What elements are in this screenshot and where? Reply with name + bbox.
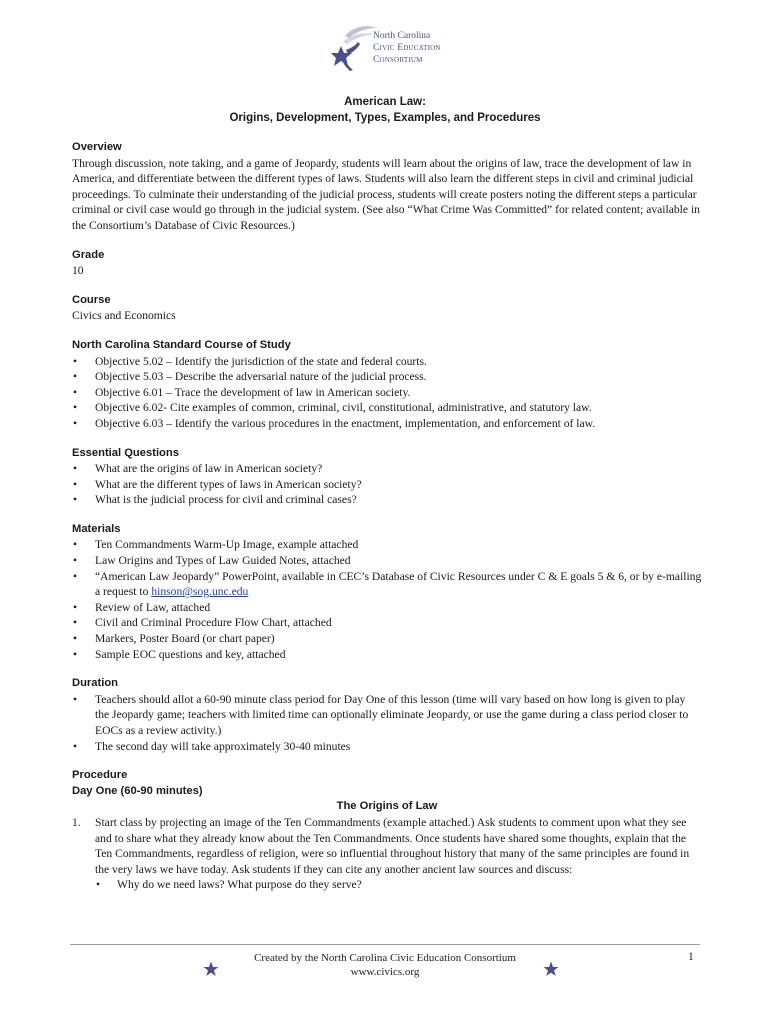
origins-of-law-heading: The Origins of Law [336, 800, 438, 813]
day-one-heading: Day One (60-90 minutes) [72, 784, 203, 797]
list-item: • What are the origins of law in American society? [72, 461, 702, 477]
standards-heading: North Carolina Standard Course of Study [72, 338, 291, 351]
list-item: • What is the judicial process for civil and criminal cases? [72, 492, 702, 508]
footer-divider [70, 944, 700, 945]
list-item: • Review of Law, attached [72, 600, 702, 616]
list-item: • Why do we need laws? What purpose do they serve? [95, 877, 702, 893]
materials-list [72, 537, 702, 662]
procedure-heading: Procedure [72, 769, 128, 782]
essential-questions-section [72, 446, 702, 508]
list-item: • Objective 6.03 – Identify the various procedures in the enactment, implementation, and enforcement of law. [72, 416, 702, 432]
grade-heading: Grade [72, 248, 105, 261]
list-item: • What are the different types of laws in American society? [72, 477, 702, 493]
list-item: • The second day will take approximately 30-40 minutes [72, 739, 702, 755]
page-number: 1 [688, 951, 694, 963]
duration-list [72, 692, 702, 754]
grade-section [72, 248, 702, 279]
procedure-steps [72, 815, 702, 893]
logo-line-1: North Carolina [373, 31, 431, 41]
materials-section [72, 522, 702, 662]
footer-url: www.civics.org [350, 966, 420, 978]
document-title [0, 94, 770, 126]
list-item: • Sample EOC questions and key, attached [72, 647, 702, 663]
standards-list [72, 354, 702, 432]
list-item: • Objective 6.02- Cite examples of common, criminal, civil, constitutional, administrative, and statutory law. [72, 400, 702, 416]
list-item: • Civil and Criminal Procedure Flow Chart, attached [72, 615, 702, 631]
star-figure-icon [331, 22, 379, 72]
step-text: Start class by projecting an image of the Ten Commandments (example attached.) Ask students to comment upon what they see and to share what they already know about the Ten Commandments. Once students have shared some thoughts, explain that the Ten Commandments, regardless of religion, were so influential throughout history that many of the same principles are found in the very laws we have today. Ask students if they can cite any another ancient law sources and discuss: [95, 815, 690, 876]
step-number: 1. [72, 815, 81, 829]
logo-line-2: Civic Education [373, 43, 441, 53]
overview-heading: Overview [72, 141, 122, 153]
list-item: • Objective 5.03 – Describe the adversarial nature of the judicial process. [72, 369, 702, 385]
page-footer [0, 951, 770, 979]
title-line-1: American Law: [344, 96, 426, 108]
email-link[interactable]: hinson@sog.unc.edu [151, 585, 249, 599]
essential-list [72, 461, 702, 508]
course-section [72, 293, 702, 324]
materials-heading: Materials [72, 522, 121, 535]
title-line-2: Origins, Development, Types, Examples, and Procedures [229, 112, 541, 124]
footer-credit: Created by the North Carolina Civic Education Consortium [254, 952, 516, 964]
procedure-step [72, 815, 702, 893]
list-item: • Teachers should allot a 60-90 minute class period for Day One of this lesson (time will vary based on how long is given to play the Jeopardy game; teachers with limited time can optionally eliminate Jeopardy, or use the game during a class period closer to EOCs as a review activity.) [72, 692, 702, 739]
logo-text [373, 30, 441, 66]
essential-heading: Essential Questions [72, 446, 179, 459]
standards-section [72, 338, 702, 432]
procedure-section [72, 768, 702, 893]
duration-heading: Duration [72, 677, 118, 690]
materials-item3-text: “American Law Jeopardy” PowerPoint, available in CEC’s Database of Civic Resources under C & E goals 5 & 6, or by e-mailing a request to [95, 569, 702, 599]
document-body [72, 140, 702, 893]
step-sub-list [95, 877, 702, 893]
overview-section [72, 140, 702, 234]
logo-line-3: Consortium [373, 55, 423, 65]
list-item: • Markers, Poster Board (or chart paper) [72, 631, 702, 647]
list-item: • Objective 5.02 – Identify the jurisdiction of the state and federal courts. [72, 354, 702, 370]
grade-value: 10 [72, 264, 84, 278]
list-item [72, 569, 702, 600]
list-item: • Objective 6.01 – Trace the development of law in American society. [72, 385, 702, 401]
list-item: • Ten Commandments Warm-Up Image, example attached [72, 537, 702, 553]
list-item: • Law Origins and Types of Law Guided Notes, attached [72, 553, 702, 569]
duration-section [72, 676, 702, 754]
course-heading: Course [72, 293, 111, 306]
consortium-logo [331, 22, 461, 72]
course-value: Civics and Economics [72, 309, 176, 323]
overview-text: Through discussion, note taking, and a game of Jeopardy, students will learn about the origins of law, trace the development of law in America, and differentiate between the different types of laws. Students will also learn the different steps in civil and criminal judicial proceedings. To culminate their understanding of the judicial process, students will create posters noting the different steps a particular criminal or civil case would go through in the judicial system. (See also “What Crime Was Committed” for related content; available in the Consortium’s Database of Civic Resources.) [72, 156, 700, 232]
